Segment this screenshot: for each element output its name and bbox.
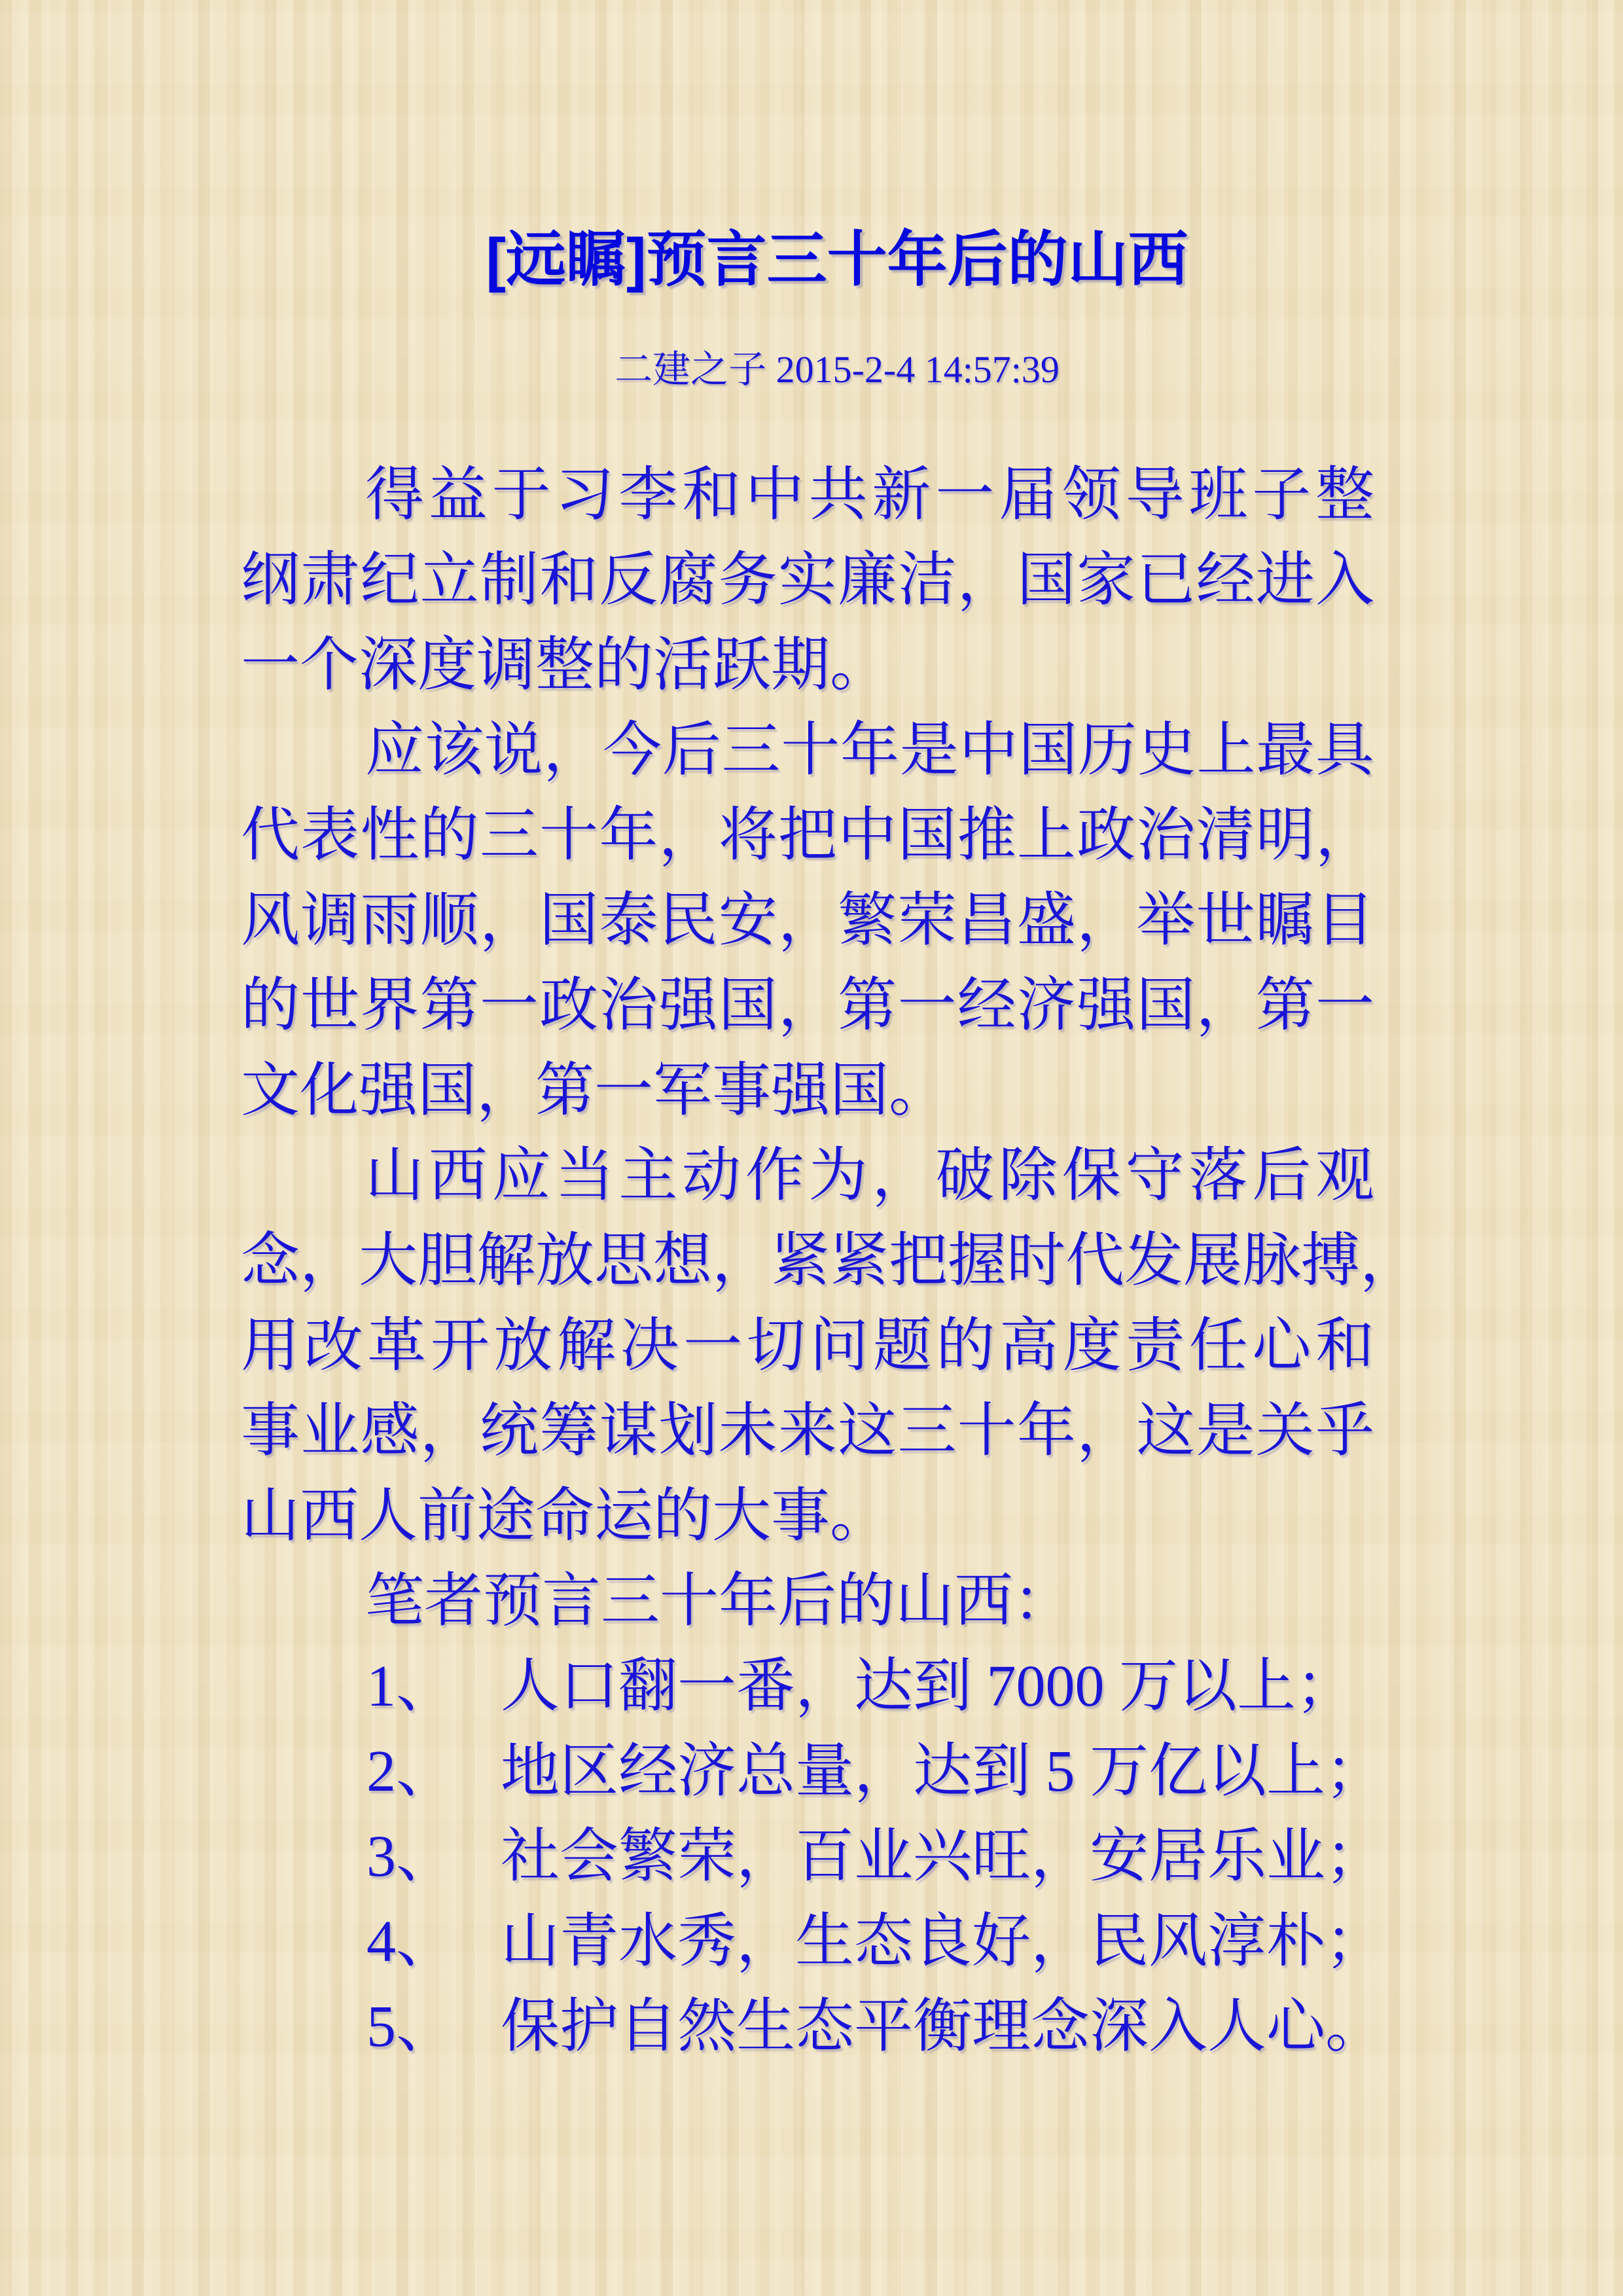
text-line: 事业感，统筹谋划未来这三十年，这是关乎 [241, 1399, 1374, 1463]
text-line: 风调雨顺，国泰民安，繁荣昌盛，举世瞩目 [241, 888, 1374, 953]
list-item-text: 人口翻一番，达到 7000 万以上； [501, 1654, 1355, 1719]
list-item-text: 地区经济总量，达到 5 万亿以上； [501, 1739, 1384, 1804]
text-line: 山西应当主动作为，破除保守落后观 [365, 1143, 1374, 1208]
list-marker: 3、 [366, 1824, 455, 1889]
list-marker: 5、 [366, 1994, 455, 2059]
list-item-text: 保护自然生态平衡理念深入人心。 [501, 1994, 1384, 2059]
text-line: 文化强国，第一军事强国。 [241, 1058, 948, 1123]
list-marker: 1、 [366, 1654, 455, 1719]
list-item-text: 山青水秀，生态良好，民风淳朴； [501, 1909, 1384, 1974]
page-title: [远瞩]预言三十年后的山西 [486, 226, 1188, 293]
text-line: 用改革开放解决一切问题的高度责任心和 [241, 1314, 1374, 1378]
list-item [241, 1899, 1384, 1984]
list-marker: 2、 [366, 1739, 455, 1804]
text-line: 应该说，今后三十年是中国历史上最具 [365, 718, 1374, 783]
text-line: 得益于习李和中共新一届领导班子整 [365, 463, 1374, 528]
text-line: 代表性的三十年，将把中国推上政治清明， [241, 803, 1374, 868]
list-item [241, 1644, 1374, 1729]
text-line: 笔者预言三十年后的山西： [365, 1569, 1072, 1634]
body-text [241, 453, 1419, 2070]
text-line: 念，大胆解放思想，紧紧把握时代发展脉搏， [241, 1229, 1419, 1293]
list-item-text: 社会繁荣，百业兴旺，安居乐业； [501, 1824, 1384, 1889]
list-item [241, 1984, 1384, 2070]
author-timestamp: 二建之子 2015-2-4 14:57:39 [615, 348, 1060, 391]
text-line: 纲肃纪立制和反腐务实廉洁，国家已经进入 [241, 548, 1374, 613]
list-marker: 4、 [366, 1909, 455, 1974]
list-item [241, 1729, 1384, 1814]
text-line: 山西人前途命运的大事。 [241, 1484, 889, 1549]
list-item [241, 1814, 1384, 1899]
text-line: 一个深度调整的活跃期。 [241, 633, 889, 698]
text-line: 的世界第一政治强国，第一经济强国，第一 [241, 973, 1374, 1038]
